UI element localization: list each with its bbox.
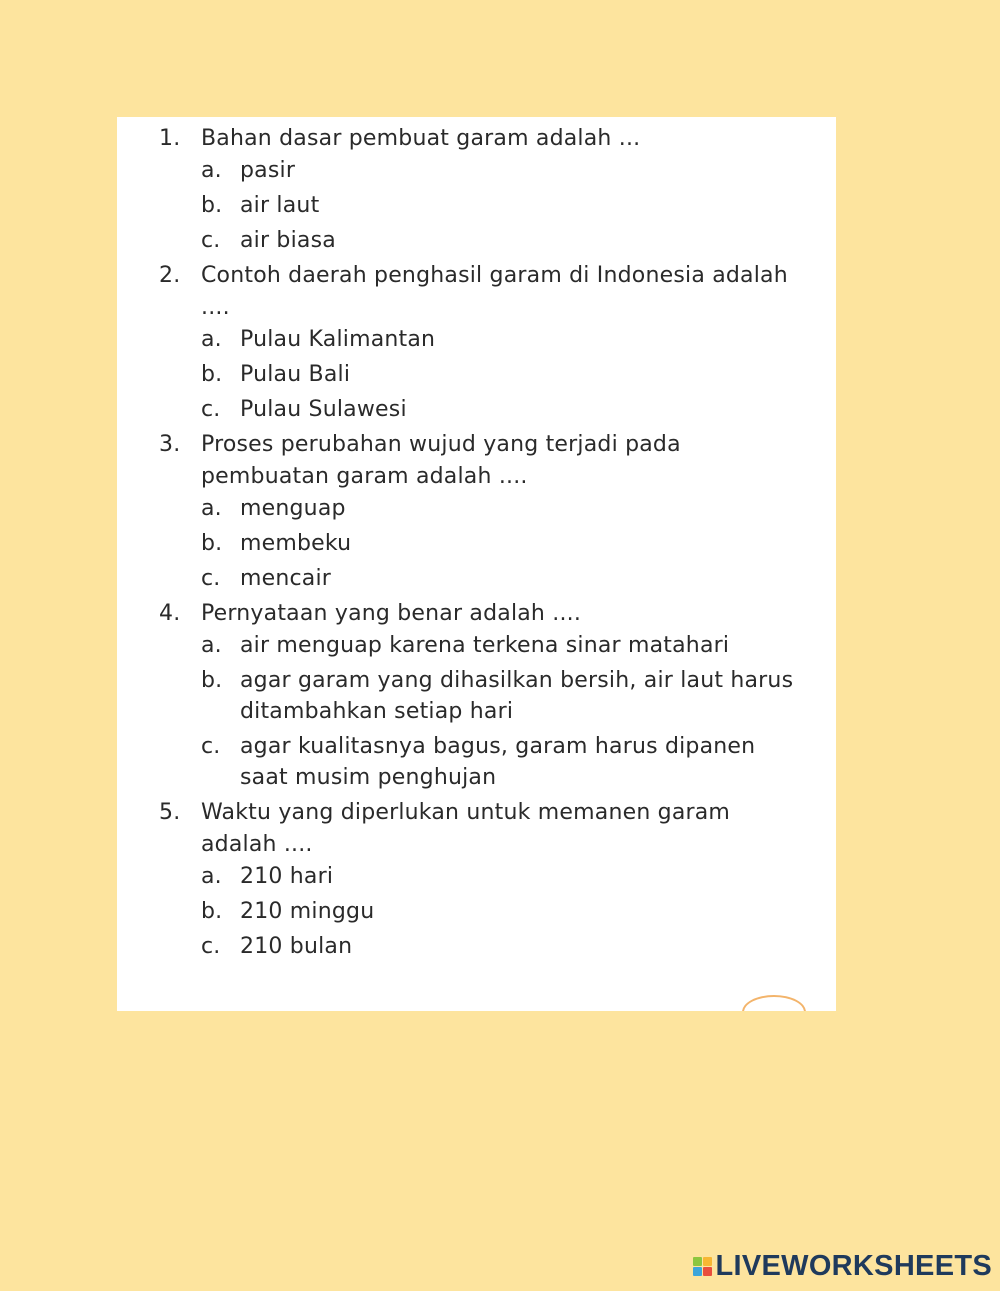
option-text: 210 minggu (240, 899, 375, 924)
option-letter: a. (201, 327, 222, 352)
question-text: Contoh daerah penghasil garam di Indonesia adalah .... (201, 263, 788, 320)
option-text: pasir (240, 158, 296, 183)
option-b (201, 359, 799, 390)
option-c (201, 563, 799, 594)
option-c (201, 731, 799, 793)
question-text: Bahan dasar pembuat garam adalah ... (201, 126, 641, 151)
question-number: 4. (159, 601, 181, 626)
option-a (201, 630, 799, 661)
question-5 (159, 797, 799, 962)
liveworksheets-brand[interactable] (693, 1250, 993, 1283)
option-text: menguap (240, 496, 346, 521)
question-number: 2. (159, 263, 181, 288)
option-b (201, 665, 799, 727)
option-list (201, 861, 799, 962)
question-2 (159, 260, 799, 425)
option-text: 210 hari (240, 864, 334, 889)
option-c (201, 394, 799, 425)
option-letter: c. (201, 934, 221, 959)
option-a (201, 861, 799, 892)
option-list (201, 155, 799, 256)
question-3 (159, 429, 799, 594)
liveworksheets-logo-icon (693, 1257, 712, 1276)
option-text: membeku (240, 531, 352, 556)
option-b (201, 896, 799, 927)
logo-square-icon (703, 1257, 712, 1266)
option-letter: b. (201, 531, 223, 556)
option-letter: c. (201, 734, 221, 759)
option-text: agar garam yang dihasilkan bersih, air laut harus ditambahkan setiap hari (240, 668, 794, 724)
option-letter: a. (201, 633, 222, 658)
option-text: Pulau Bali (240, 362, 351, 387)
option-a (201, 155, 799, 186)
option-c (201, 225, 799, 256)
logo-square-icon (703, 1267, 712, 1276)
option-letter: b. (201, 899, 223, 924)
option-c (201, 931, 799, 962)
option-letter: b. (201, 668, 223, 693)
option-letter: a. (201, 158, 222, 183)
option-text: Pulau Sulawesi (240, 397, 407, 422)
logo-square-icon (693, 1267, 702, 1276)
option-letter: a. (201, 496, 222, 521)
option-letter: b. (201, 362, 223, 387)
question-1 (159, 123, 799, 256)
option-letter: a. (201, 864, 222, 889)
option-letter: b. (201, 193, 223, 218)
option-text: air biasa (240, 228, 336, 253)
option-list (201, 630, 799, 793)
question-text: Proses perubahan wujud yang terjadi pada pembuatan garam adalah .... (201, 432, 681, 489)
logo-square-icon (693, 1257, 702, 1266)
question-number: 5. (159, 800, 181, 825)
question-text: Pernyataan yang benar adalah .... (201, 601, 582, 626)
question-list (159, 123, 799, 966)
option-letter: c. (201, 566, 221, 591)
question-number: 3. (159, 432, 181, 457)
option-text: agar kualitasnya bagus, garam harus dipanen saat musim penghujan (240, 734, 756, 790)
option-text: air menguap karena terkena sinar matahari (240, 633, 730, 658)
option-b (201, 528, 799, 559)
worksheet-page (117, 117, 836, 1011)
option-letter: c. (201, 397, 221, 422)
option-text: 210 bulan (240, 934, 353, 959)
option-letter: c. (201, 228, 221, 253)
option-text: mencair (240, 566, 332, 591)
option-a (201, 324, 799, 355)
question-4 (159, 598, 799, 793)
option-list (201, 324, 799, 425)
question-text: Waktu yang diperlukan untuk memanen garam adalah .... (201, 800, 731, 857)
option-a (201, 493, 799, 524)
option-text: air laut (240, 193, 320, 218)
decorative-cloud-icon (742, 995, 806, 1011)
option-text: Pulau Kalimantan (240, 327, 436, 352)
option-list (201, 493, 799, 594)
brand-name: LIVEWORKSHEETS (715, 1250, 992, 1282)
question-number: 1. (159, 126, 181, 151)
option-b (201, 190, 799, 221)
